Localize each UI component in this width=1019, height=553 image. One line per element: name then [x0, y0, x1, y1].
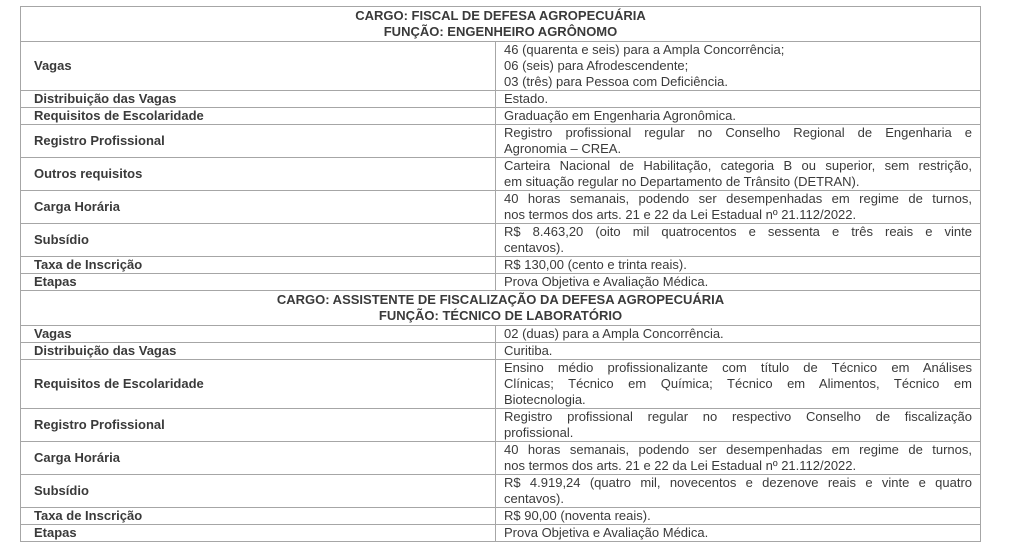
value-line: 03 (três) para Pessoa com Deficiência. — [504, 74, 728, 89]
value-line: 06 (seis) para Afrodescendente; — [504, 58, 689, 73]
row-label-etapas-2: Etapas — [21, 525, 496, 542]
value-line: em situação regular no Departamento de Trânsito (DETRAN). — [504, 174, 860, 189]
value-line: 40 horas semanais, podendo ser desempenhadas em regime de turnos, — [504, 442, 972, 457]
table-row-distribuicao-2 — [21, 343, 981, 360]
row-value-taxa-2: R$ 90,00 (noventa reais). — [496, 508, 981, 525]
value-line: Clínicas; Técnico em Química; Técnico em Alimentos, Técnico em — [504, 376, 972, 391]
section1-funcao-title: FUNÇÃO: ENGENHEIRO AGRÔNOMO — [383, 24, 618, 39]
value-line: nos termos dos arts. 21 e 22 da Lei Estadual nº 21.112/2022. — [504, 458, 857, 473]
row-value-subsidio-1 — [496, 224, 981, 257]
row-label-subsidio-1: Subsídio — [21, 224, 496, 257]
job-positions-table — [20, 6, 981, 542]
row-label-registro-2: Registro Profissional — [21, 409, 496, 442]
value-line: Registro profissional regular no respectivo Conselho de fiscalização — [504, 409, 972, 424]
row-value-subsidio-2 — [496, 475, 981, 508]
row-value-outros-requisitos-1 — [496, 158, 981, 191]
value-line: Ensino médio profissionalizante com título de Técnico em Análises — [504, 360, 972, 375]
row-value-registro-2 — [496, 409, 981, 442]
row-value-vagas-1 — [496, 42, 981, 91]
row-value-escolaridade-2 — [496, 360, 981, 409]
row-value-distribuicao-1: Estado. — [496, 91, 981, 108]
value-line: Carteira Nacional de Habilitação, categoria B ou superior, sem restrição, — [504, 158, 972, 173]
table-row-carga-horaria-2 — [21, 442, 981, 475]
value-line: centavos). — [504, 240, 564, 255]
value-line: R$ 8.463,20 (oito mil quatrocentos e sessenta e três reais e vinte — [504, 224, 972, 239]
row-label-escolaridade-1: Requisitos de Escolaridade — [21, 108, 496, 125]
section2-header-cell — [21, 291, 981, 326]
section2-cargo-title: CARGO: ASSISTENTE DE FISCALIZAÇÃO DA DEFESA AGROPECUÁRIA — [276, 292, 725, 307]
value-line: Biotecnologia. — [504, 392, 586, 407]
row-label-registro-1: Registro Profissional — [21, 125, 496, 158]
row-value-carga-horaria-2 — [496, 442, 981, 475]
table-row-carga-horaria-1 — [21, 191, 981, 224]
section1-header-row — [21, 7, 981, 42]
row-label-taxa-2: Taxa de Inscrição — [21, 508, 496, 525]
row-label-taxa-1: Taxa de Inscrição — [21, 257, 496, 274]
row-label-vagas-1: Vagas — [21, 42, 496, 91]
table-row-escolaridade-2 — [21, 360, 981, 409]
section1-cargo-title: CARGO: FISCAL DE DEFESA AGROPECUÁRIA — [355, 8, 646, 23]
table-row-etapas-1 — [21, 274, 981, 291]
value-line: nos termos dos arts. 21 e 22 da Lei Estadual nº 21.112/2022. — [504, 207, 857, 222]
row-label-vagas-2: Vagas — [21, 326, 496, 343]
table-row-subsidio-1 — [21, 224, 981, 257]
table-row-vagas-1 — [21, 42, 981, 91]
table-row-distribuicao-1 — [21, 91, 981, 108]
table-row-outros-requisitos-1 — [21, 158, 981, 191]
row-label-distribuicao-2: Distribuição das Vagas — [21, 343, 496, 360]
row-value-etapas-1: Prova Objetiva e Avaliação Médica. — [496, 274, 981, 291]
row-value-registro-1 — [496, 125, 981, 158]
table-row-escolaridade-1 — [21, 108, 981, 125]
section1-header-cell — [21, 7, 981, 42]
row-value-vagas-2: 02 (duas) para a Ampla Concorrência. — [496, 326, 981, 343]
table-row-subsidio-2 — [21, 475, 981, 508]
table-row-registro-1 — [21, 125, 981, 158]
row-label-etapas-1: Etapas — [21, 274, 496, 291]
value-line: profissional. — [504, 425, 574, 440]
table-row-registro-2 — [21, 409, 981, 442]
row-label-escolaridade-2: Requisitos de Escolaridade — [21, 360, 496, 409]
value-line: Registro profissional regular no Conselho Regional de Engenharia e — [504, 125, 972, 140]
row-value-etapas-2: Prova Objetiva e Avaliação Médica. — [496, 525, 981, 542]
section2-funcao-title: FUNÇÃO: TÉCNICO DE LABORATÓRIO — [378, 308, 623, 323]
table-row-vagas-2 — [21, 326, 981, 343]
row-value-carga-horaria-1 — [496, 191, 981, 224]
row-label-carga-horaria-2: Carga Horária — [21, 442, 496, 475]
section2-header-row — [21, 291, 981, 326]
value-line: 46 (quarenta e seis) para a Ampla Concorrência; — [504, 42, 785, 57]
value-line: R$ 4.919,24 (quatro mil, novecentos e dezenove reais e vinte e quatro — [504, 475, 972, 490]
value-line: 40 horas semanais, podendo ser desempenhadas em regime de turnos, — [504, 191, 972, 206]
value-line: Agronomia – CREA. — [504, 141, 622, 156]
row-label-carga-horaria-1: Carga Horária — [21, 191, 496, 224]
row-label-outros-requisitos-1: Outros requisitos — [21, 158, 496, 191]
table-row-taxa-1 — [21, 257, 981, 274]
row-value-taxa-1: R$ 130,00 (cento e trinta reais). — [496, 257, 981, 274]
table-row-etapas-2 — [21, 525, 981, 542]
row-label-subsidio-2: Subsídio — [21, 475, 496, 508]
table-row-taxa-2 — [21, 508, 981, 525]
value-line: centavos). — [504, 491, 564, 506]
row-value-escolaridade-1: Graduação em Engenharia Agronômica. — [496, 108, 981, 125]
row-label-distribuicao-1: Distribuição das Vagas — [21, 91, 496, 108]
row-value-distribuicao-2: Curitiba. — [496, 343, 981, 360]
